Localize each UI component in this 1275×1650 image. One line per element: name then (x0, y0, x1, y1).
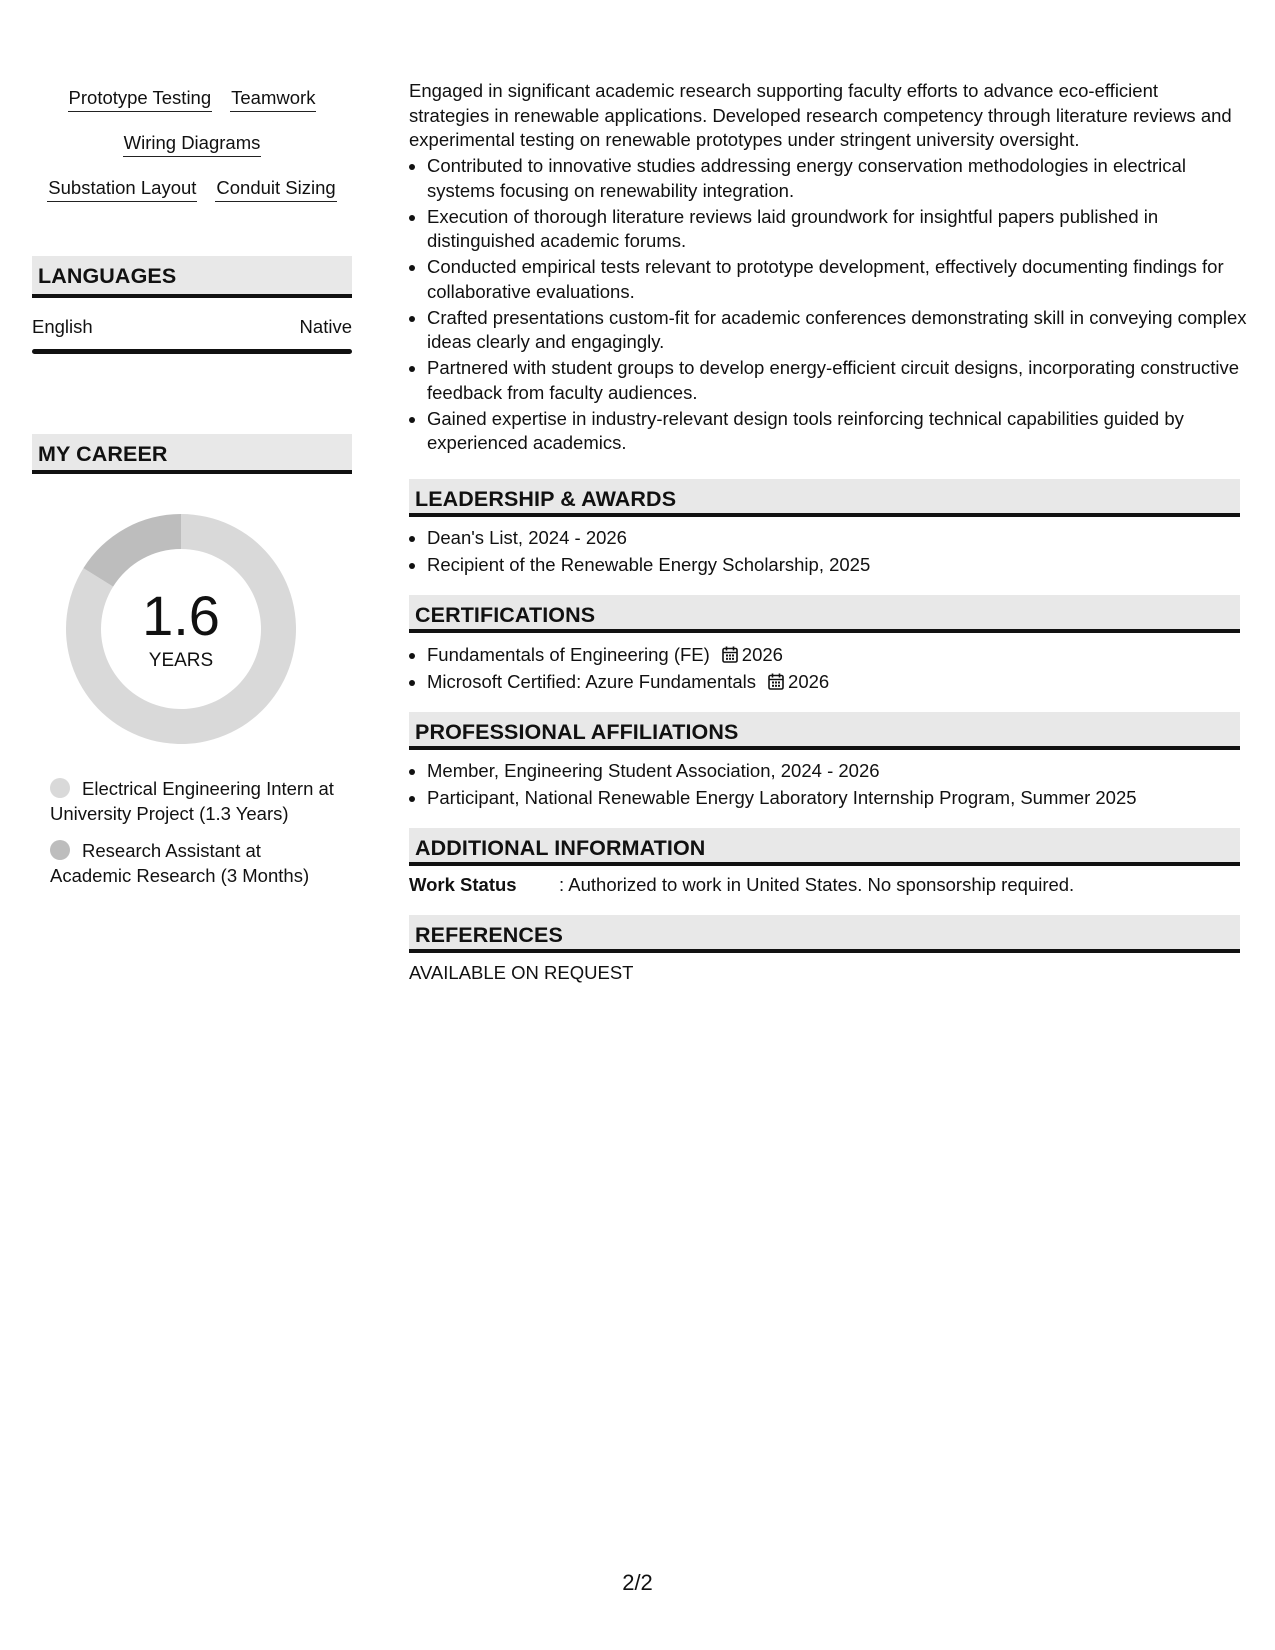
skill-tag: Conduit Sizing (215, 176, 336, 202)
language-level: Native (299, 316, 352, 337)
work-status-value: : Authorized to work in United States. No sponsorship required. (559, 874, 1075, 895)
certifications-list (409, 641, 1258, 695)
certification-name: Microsoft Certified: Azure Fundamentals (427, 671, 757, 692)
certification-year: 2026 (741, 644, 783, 665)
experience-bullet: • Conducted empirical tests relevant to prototype development, effectively documenting findings for collaborative evaluations. (427, 255, 1258, 304)
career-legend-item (50, 776, 340, 826)
skill-tag: Wiring Diagrams (123, 131, 262, 157)
page-number: 2/2 (622, 1570, 653, 1595)
legend-dot (50, 840, 70, 860)
work-status-row (409, 874, 1240, 896)
certifications-heading: CERTIFICATIONS (409, 595, 1240, 633)
language-level-bar (32, 349, 352, 354)
experience-bullet: • Crafted presentations custom-fit for academic conferences demonstrating skill in conveying complex ideas clearly and engagingly. (427, 306, 1258, 355)
certification-item (427, 668, 1258, 695)
certification-item (427, 641, 1258, 668)
skill-row (32, 176, 352, 221)
career-legend-item (50, 838, 340, 888)
calendar-icon (768, 673, 784, 690)
skill-tag: Prototype Testing (68, 86, 213, 112)
affiliations-heading: PROFESSIONAL AFFILIATIONS (409, 712, 1240, 750)
experience-bullet: • Gained expertise in industry-relevant design tools reinforcing technical capabilities guided by experienced academics. (427, 407, 1258, 456)
award-item: • Recipient of the Renewable Energy Scholarship, 2025 (427, 551, 1258, 578)
career-total-years: 1.6 (142, 584, 220, 647)
skill-tag: Substation Layout (47, 176, 197, 202)
career-years-unit: YEARS (148, 650, 214, 671)
skill-tag: Teamwork (230, 86, 316, 112)
certification-name: Fundamentals of Engineering (FE) (427, 644, 710, 665)
experience-bullet: • Execution of thorough literature reviews laid groundwork for insightful papers published in distinguished academic forums. (427, 205, 1258, 254)
experience-bullet: • Contributed to innovative studies addressing energy conservation methodologies in electrical systems focusing on renewability integration. (427, 154, 1258, 203)
donut-segment (83, 514, 181, 587)
affiliations-list (409, 757, 1258, 811)
leadership-heading: LEADERSHIP & AWARDS (409, 479, 1240, 517)
references-text: AVAILABLE ON REQUEST (409, 962, 634, 983)
legend-dot (50, 778, 70, 798)
language-name: English (32, 316, 93, 337)
experience-summary: Engaged in significant academic research supporting faculty efforts to advance eco-efficient strategies in renewable applications. Developed research competency through literature reviews and experimental testing on renewable prototypes under stringent university oversight. (409, 80, 1232, 150)
legend-label: Electrical Engineering Intern at University Project (1.3 Years) (50, 778, 334, 824)
certification-year: 2026 (788, 671, 830, 692)
language-item (32, 316, 352, 338)
skills-list (32, 86, 352, 221)
additional-info-heading: ADDITIONAL INFORMATION (409, 828, 1240, 866)
skill-row (32, 131, 352, 176)
experience-bullets (409, 154, 1258, 457)
languages-heading: LANGUAGES (32, 256, 352, 298)
affiliation-item: • Member, Engineering Student Association, 2024 - 2026 (427, 757, 1258, 784)
affiliation-item: • Participant, National Renewable Energy Laboratory Internship Program, Summer 2025 (427, 784, 1258, 811)
work-status-label: Work Status (409, 874, 517, 895)
skill-row (32, 86, 352, 131)
calendar-icon (722, 646, 738, 663)
legend-label: Research Assistant at Academic Research (3 Months) (50, 840, 310, 886)
leadership-list (409, 524, 1258, 578)
award-item: • Dean's List, 2024 - 2026 (427, 524, 1258, 551)
references-heading: REFERENCES (409, 915, 1240, 953)
career-heading: MY CAREER (32, 434, 352, 474)
experience-bullet: • Partnered with student groups to develop energy-efficient circuit designs, incorporating constructive feedback from faculty audiences. (427, 356, 1258, 405)
